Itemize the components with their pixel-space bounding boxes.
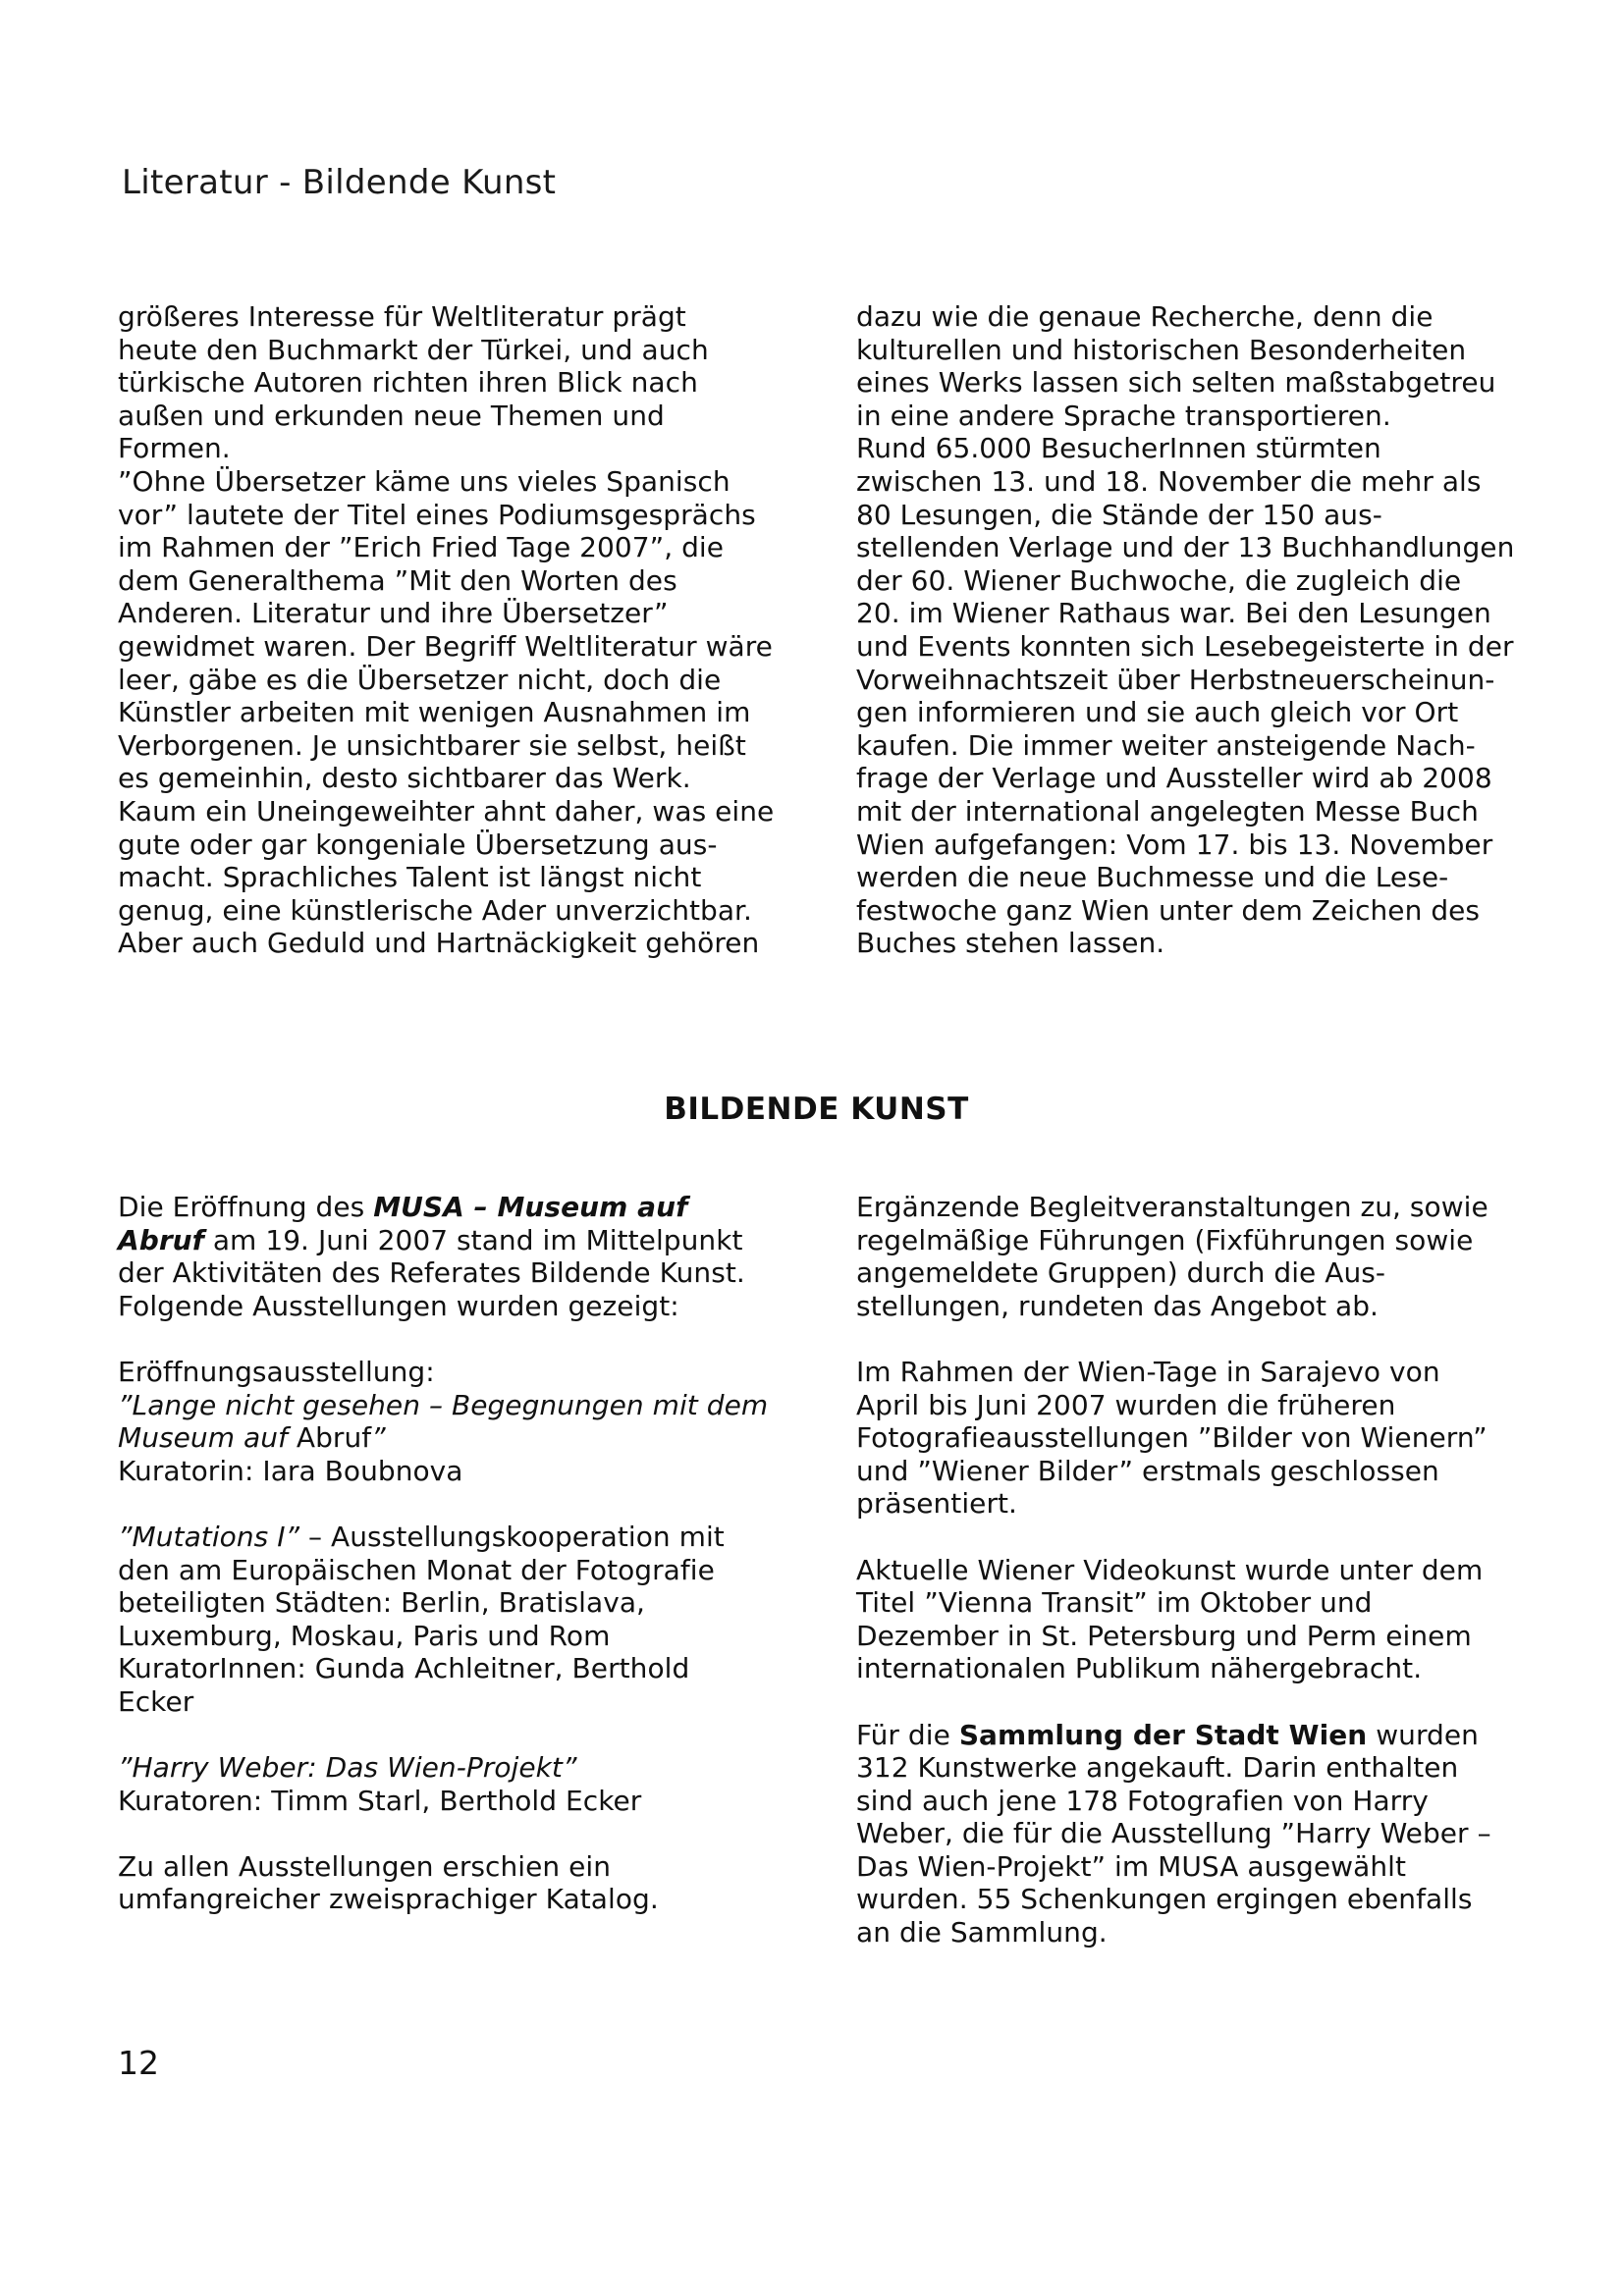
text-line: macht. Sprachliches Talent ist längst nicht (118, 861, 702, 894)
text-line: der 60. Wiener Buchwoche, die zugleich die (856, 563, 1462, 597)
text-line: heute den Buchmarkt der Türkei, und auch (118, 333, 709, 366)
text-line: gewidmet waren. Der Begriff Weltliteratur wäre (118, 629, 773, 663)
text-run: am 19. Juni 2007 stand im Mittelpunkt (203, 1223, 743, 1256)
collection-name: Sammlung der Stadt Wien (958, 1718, 1368, 1751)
text-run: wurden (1367, 1718, 1479, 1751)
text-line: werden die neue Buchmesse und die Lese- (856, 861, 1449, 894)
text-line: größeres Interesse für Weltliteratur prägt (118, 300, 686, 333)
text-line: regelmäßige Führungen (Fixführungen sowie (856, 1223, 1474, 1256)
text-line: der Aktivitäten des Referates Bildende Kunst. (118, 1256, 745, 1290)
text-line: Kuratoren: Timm Starl, Berthold Ecker (118, 1784, 642, 1817)
text-line: kaufen. Die immer weiter ansteigende Nach- (856, 728, 1476, 762)
text-line: Formen. (118, 432, 231, 465)
text-line: Dezember in St. Petersburg und Perm einem (856, 1619, 1472, 1652)
text-line: Kaum ein Uneingeweihter ahnt daher, was eine (118, 794, 775, 828)
text-line: gute oder gar kongeniale Übersetzung aus- (118, 828, 718, 861)
literatur-left-column (118, 300, 825, 960)
text-line: Verborgenen. Je unsichtbarer sie selbst, heißt (118, 728, 746, 762)
text-line: Im Rahmen der Wien-Tage in Sarajevo von (856, 1355, 1440, 1388)
text-line: 80 Lesungen, die Stände der 150 aus- (856, 498, 1382, 531)
exhibition-title: Museum auf (118, 1421, 297, 1455)
text-line: es gemeinhin, desto sichtbarer das Werk. (118, 762, 691, 795)
text-line: an die Sammlung. (856, 1916, 1108, 1949)
text-line: Weber, die für die Ausstellung ”Harry Weber – (856, 1817, 1491, 1850)
text-line: vor” lautete der Titel eines Podiumsgesprächs (118, 498, 756, 531)
text-line: beteiligten Städten: Berlin, Bratislava, (118, 1586, 645, 1620)
text-line: Zu allen Ausstellungen erschien ein (118, 1849, 612, 1883)
text-line: Aber auch Geduld und Hartnäckigkeit gehören (118, 927, 760, 960)
text-line: in eine andere Sprache transportieren. (856, 399, 1391, 432)
text-line: ”Ohne Übersetzer käme uns vieles Spanisch (118, 464, 730, 498)
text-line: Das Wien-Projekt” im MUSA ausgewählt (856, 1849, 1406, 1883)
text-line: angemeldete Gruppen) durch die Aus- (856, 1256, 1386, 1290)
bildende-kunst-right-column (856, 1191, 1543, 1949)
text-line: Ergänzende Begleitveranstaltungen zu, sowie (856, 1191, 1488, 1223)
text-line: Titel ”Vienna Transit” im Oktober und (856, 1586, 1373, 1620)
text-line: den am Europäischen Monat der Fotografie (118, 1553, 715, 1586)
running-header: Literatur - Bildende Kunst (122, 163, 557, 202)
text-line: sind auch jene 178 Fotografien von Harry (856, 1784, 1429, 1817)
text-line: und Events konnten sich Lesebegeisterte in der (856, 629, 1514, 663)
text-line: Wien aufgefangen: Vom 17. bis 13. November (856, 828, 1493, 861)
text-line: Ecker (118, 1684, 194, 1718)
text-line: umfangreicher zweisprachiger Katalog. (118, 1883, 659, 1916)
text-line: stellenden Verlage und der 13 Buchhandlungen (856, 531, 1515, 564)
text-line: 312 Kunstwerke angekauft. Darin enthalten (856, 1751, 1459, 1785)
exhibition-title: ” (371, 1421, 386, 1455)
text-line: dem Generalthema ”Mit den Worten des (118, 563, 677, 597)
text-line: Kuratorin: Iara Boubnova (118, 1454, 463, 1487)
text-run: Die Eröffnung des (118, 1191, 374, 1223)
exhibition-title: ”Mutations I” (118, 1520, 300, 1553)
text-line: Vorweihnachtszeit über Herbstneuerscheinun- (856, 663, 1495, 696)
exhibition-title: ”Lange nicht gesehen – Begegnungen mit dem (118, 1388, 769, 1421)
text-line: kulturellen und historischen Besonderheiten (856, 333, 1467, 366)
text-line: wurden. 55 Schenkungen ergingen ebenfalls (856, 1883, 1473, 1916)
text-line: eines Werks lassen sich selten maßstabgetreu (856, 366, 1496, 400)
text-line: Künstler arbeiten mit wenigen Ausnahmen im (118, 696, 751, 729)
text-line: genug, eine künstlerische Ader unverzichtbar. (118, 893, 753, 927)
text-run: Für die (856, 1718, 959, 1751)
text-line (118, 1224, 825, 1257)
text-line (856, 1719, 1543, 1752)
section-heading-bildende-kunst: BILDENDE KUNST (664, 1092, 969, 1127)
text-run: Abruf (296, 1421, 372, 1455)
text-line: Anderen. Literatur und ihre Übersetzer” (118, 597, 669, 630)
literatur-right-column (856, 300, 1543, 960)
text-line: Buches stehen lassen. (856, 927, 1165, 960)
musa-title: Abruf (118, 1223, 204, 1256)
text-line: leer, gäbe es die Übersetzer nicht, doch die (118, 663, 722, 696)
text-line: türkische Autoren richten ihren Blick nach (118, 366, 698, 400)
text-line: internationalen Publikum nähergebracht. (856, 1652, 1423, 1685)
text-line: festwoche ganz Wien unter dem Zeichen des (856, 893, 1481, 927)
text-line (118, 1521, 825, 1554)
text-line: April bis Juni 2007 wurden die früheren (856, 1388, 1396, 1421)
text-line: mit der international angelegten Messe Buch (856, 794, 1479, 828)
text-line: im Rahmen der ”Erich Fried Tage 2007”, die (118, 531, 725, 564)
text-line (118, 1191, 825, 1224)
text-line: Rund 65.000 BesucherInnen stürmten (856, 432, 1381, 465)
text-line: zwischen 13. und 18. November die mehr als (856, 464, 1482, 498)
text-line: dazu wie die genaue Recherche, denn die (856, 300, 1434, 333)
text-line: Luxemburg, Moskau, Paris und Rom (118, 1619, 611, 1652)
page-number: 12 (118, 2044, 159, 2082)
text-run: – Ausstellungskooperation mit (299, 1520, 725, 1553)
text-line: außen und erkunden neue Themen und (118, 399, 665, 432)
text-line: Folgende Ausstellungen wurden gezeigt: (118, 1289, 679, 1322)
text-line: gen informieren und sie auch gleich vor Ort (856, 696, 1459, 729)
text-line: Eröffnungsausstellung: (118, 1355, 435, 1388)
bildende-kunst-left-column (118, 1191, 825, 1916)
text-line: stellungen, rundeten das Angebot ab. (856, 1289, 1379, 1322)
text-line: präsentiert. (856, 1487, 1017, 1521)
text-line: Aktuelle Wiener Videokunst wurde unter dem (856, 1553, 1484, 1586)
text-line: 20. im Wiener Rathaus war. Bei den Lesungen (856, 597, 1491, 630)
text-line: frage der Verlage und Aussteller wird ab 2008 (856, 762, 1492, 795)
text-line: Fotografieausstellungen ”Bilder von Wienern” (856, 1421, 1488, 1455)
text-line: KuratorInnen: Gunda Achleitner, Berthold (118, 1652, 690, 1685)
exhibition-title: ”Harry Weber: Das Wien-Projekt” (118, 1751, 577, 1785)
text-line (118, 1421, 825, 1455)
text-line: und ”Wiener Bilder” erstmals geschlossen (856, 1454, 1439, 1487)
musa-title: MUSA – Museum auf (373, 1191, 688, 1223)
